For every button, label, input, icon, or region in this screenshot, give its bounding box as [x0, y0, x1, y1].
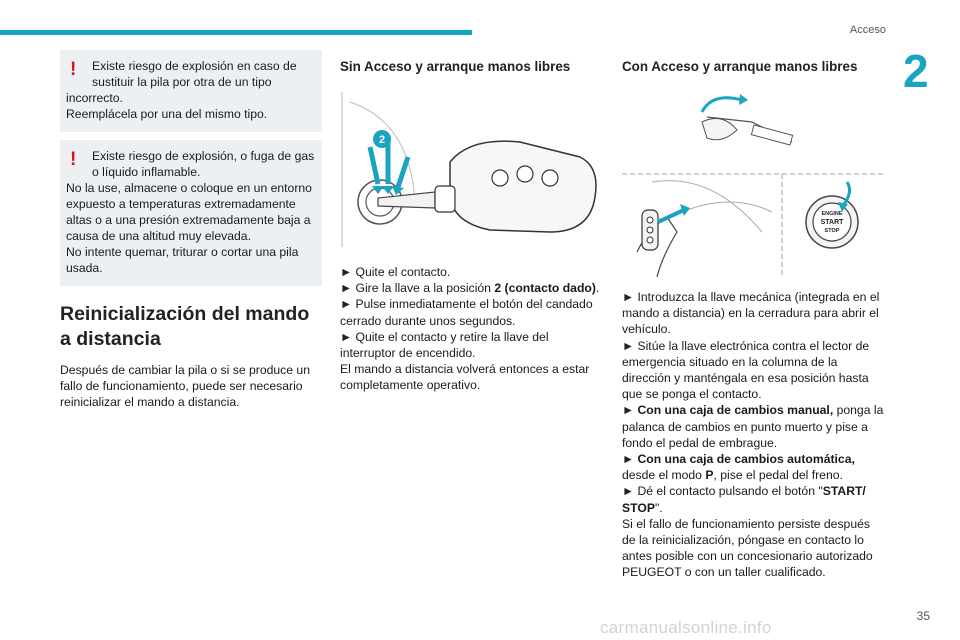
exclamation-icon: !: [70, 149, 77, 170]
list-item: ► Sitúe la llave electrónica contra el lector de emergencia situado en la columna de la dirección y manténgala en esa posición hasta que se ponga el contacto.: [622, 338, 870, 402]
column-right: [622, 50, 884, 581]
warning-text: Reemplácela por una del mismo tipo.: [66, 107, 268, 121]
list-item: ► Con una caja de cambios manual, ponga la palanca de cambios en punto muerto y pise a fondo el pedal de embrague.: [622, 403, 884, 450]
list-item: ► Dé el contacto pulsando el botón "START/ STOP".: [622, 484, 866, 515]
step-list: [622, 289, 884, 581]
warning-text: No la use, almacene o coloque en un entorno expuesto a temperaturas extremadamente altas o a una presión extremadamente baja a causa de una altitud muy elevada.: [66, 181, 312, 243]
subsection-heading: Con Acceso y arranque manos libres: [622, 59, 858, 74]
list-item: ► Quite el contacto.: [340, 265, 451, 279]
start-label: START: [820, 219, 844, 226]
key-ignition-illustration: [340, 82, 602, 252]
warning-box-explosion: [60, 140, 322, 286]
chapter-number: 2: [903, 45, 929, 97]
list-item: ► Pulse inmediatamente el botón del candado cerrado durante unos segundos.: [340, 297, 593, 328]
closing-text: Si el fallo de funcionamiento persiste después de la reinicialización, póngase en contacto lo antes posible con un concesionario autorizado PEUGEOT o con un taller cualificado.: [622, 516, 873, 580]
warning-text: Existe riesgo de explosión, o fuga de gas o líquido inflamable.: [92, 149, 315, 179]
closing-text: El mando a distancia volverá entonces a estar completamente operativo.: [340, 362, 590, 393]
exclamation-icon: !: [70, 59, 77, 80]
section-heading: Reinicialización del mando a distancia: [60, 303, 310, 350]
warning-text: incorrecto.: [66, 91, 123, 105]
keyless-start-illustration: [622, 82, 884, 277]
list-item: ► Introduzca la llave mecánica (integrada en el mando a distancia) en la cerradura para abrir el vehículo.: [622, 290, 880, 337]
step-list: [340, 264, 602, 394]
warning-text: Existe riesgo de explosión en caso de sustituir la pila por otra de un tipo: [92, 59, 297, 89]
subsection-heading: Sin Acceso y arranque manos libres: [340, 59, 571, 74]
engine-label: ENGINE: [821, 211, 843, 217]
list-item: ► Con una caja de cambios automática, desde el modo P, pise el pedal del freno.: [622, 452, 855, 483]
section-title: Acceso: [849, 24, 886, 36]
intro-paragraph: Después de cambiar la pila o si se produce un fallo de funcionamiento, puede ser necesario reinicializar el mando a distancia.: [60, 363, 310, 410]
list-item: ► Gire la llave a la posición 2 (contacto dado).: [340, 281, 600, 296]
list-item: ► Quite el contacto y retire la llave del interruptor de encendido.: [340, 329, 549, 361]
page-number: 35: [916, 609, 930, 623]
top-accent-bar: [0, 30, 472, 35]
column-middle: [340, 50, 602, 394]
warning-text: No intente quemar, triturar o cortar una pila usada.: [66, 245, 299, 275]
watermark: carmanualsonline.info: [600, 618, 772, 637]
stop-label: STOP: [824, 228, 840, 234]
figure-badge: 2: [378, 134, 386, 146]
warning-box-battery-type: [60, 50, 322, 132]
column-left: [60, 50, 322, 411]
